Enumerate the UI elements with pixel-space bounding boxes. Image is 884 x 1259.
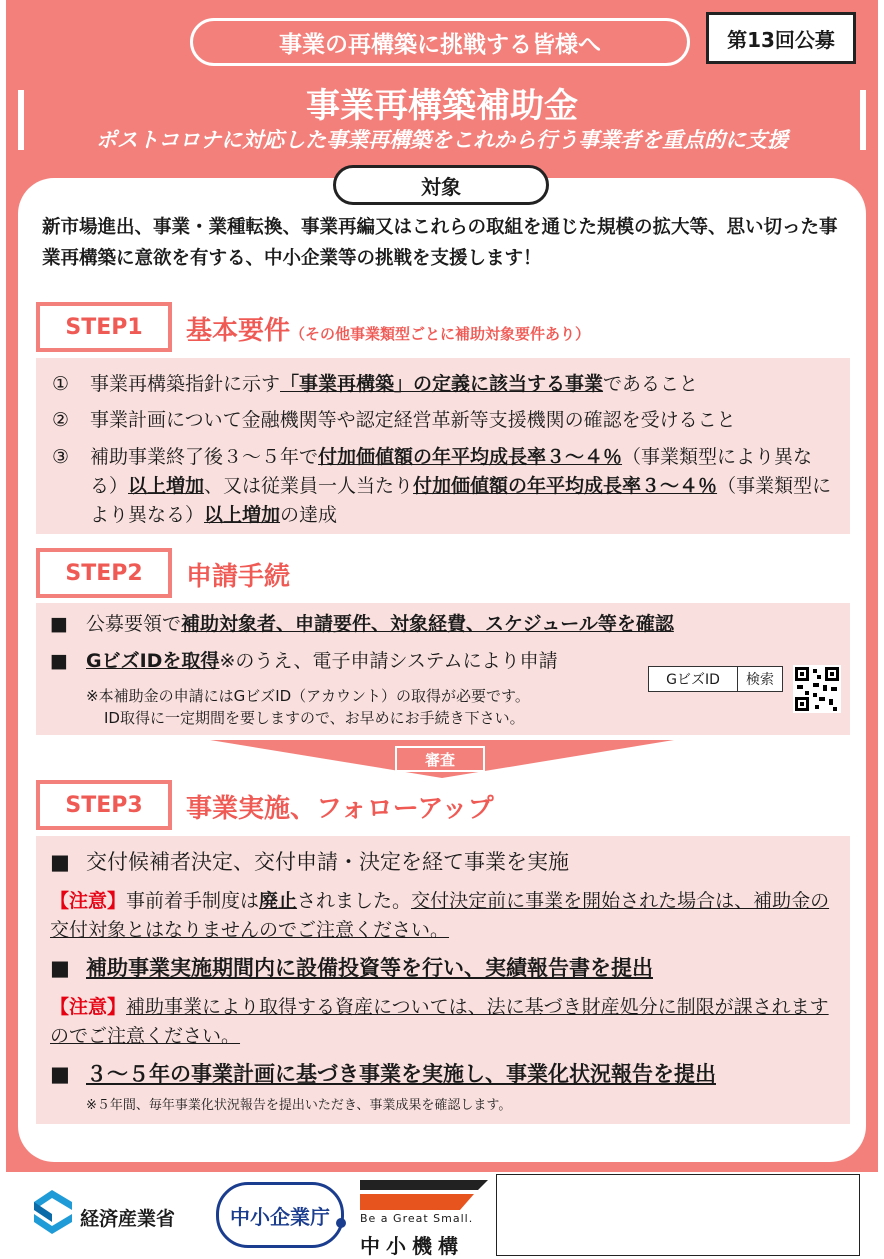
step3-note: ※５年間、毎年事業化状況報告を提出いただき、事業成果を確認します。	[86, 1098, 512, 1113]
step1-title	[186, 310, 590, 347]
step1-label: STEP1	[36, 302, 172, 352]
step2-note-1: ※本補助金の申請にはGビズID（アカウント）の取得が必要です。	[86, 687, 530, 705]
page-title: 事業再構築補助金	[306, 86, 578, 126]
sme-agency-dot-icon	[336, 1218, 346, 1228]
step1-item-2: ② 事業計画について金融機関等や認定経営革新等支援機関の確認を受けること	[52, 409, 736, 431]
step2-label: STEP2	[36, 548, 172, 598]
smrj-logo-text: 中小機構	[360, 1234, 464, 1258]
header-pill: 事業の再構築に挑戦する皆様へ	[190, 18, 690, 66]
target-label: 対象	[333, 165, 549, 205]
round-badge: 第13回公募	[706, 12, 856, 64]
step3-warning-1: 【注意】事前着手制度は廃止されました。交付決定前に事業を開始された場合は、補助金の交付対象とはなりませんのでご注意ください。	[50, 890, 830, 941]
step2-bullet-1: ■ 公募要領で補助対象者、申請要件、対象経費、スケジュール等を確認	[50, 613, 674, 635]
step3-bullet-3: ■ ３～５年の事業計画に基づき事業を実施し、事業化状況報告を提出	[50, 1062, 716, 1086]
step1-title-text: 基本要件	[186, 316, 291, 346]
smrj-tagline: Be a Great Small.	[360, 1212, 474, 1225]
qr-code-icon[interactable]	[793, 665, 841, 713]
step2-title: 申請手続	[186, 562, 291, 592]
contact-box	[496, 1174, 860, 1256]
step2-bullet-2: ■ GビズIDを取得※のうえ、電子申請システムにより申請	[50, 650, 558, 672]
gbiz-search-input[interactable]: GビズID	[648, 666, 738, 692]
step1-item-3-num: ③	[52, 446, 70, 468]
step3-title: 事業実施、フォローアップ	[186, 794, 494, 824]
sme-agency-logo: 中小企業庁	[216, 1182, 344, 1248]
step3-warning-2: 【注意】補助事業により取得する資産については、法に基づき財産処分に制限が課されますのでご注意ください。	[50, 996, 829, 1047]
step1-title-note: （その他事業類型ごとに補助対象要件あり）	[290, 325, 591, 343]
step3-bullet-2: ■ 補助事業実施期間内に設備投資等を行い、実績報告書を提出	[50, 956, 653, 980]
step3-label: STEP3	[36, 780, 172, 830]
gbiz-search-button[interactable]: 検索	[737, 666, 783, 692]
meti-logo-icon	[30, 1188, 74, 1240]
page-subtitle: ポストコロナに対応した事業再構築をこれから行う事業者を重点的に支援	[95, 128, 789, 152]
smrj-logo-stripes-icon	[360, 1180, 488, 1216]
step3-bullet-1: ■ 交付候補者決定、交付申請・決定を経て事業を実施	[50, 850, 569, 874]
step1-item-1: ① 事業再構築指針に示す「事業再構築」の定義に該当する事業であること	[52, 373, 699, 395]
meti-logo-text: 経済産業省	[80, 1208, 176, 1230]
step2-note-2: ID取得に一定期間を要しますので、お早めにお手続き下さい。	[104, 709, 525, 727]
target-text: 新市場進出、事業・業種転換、事業再編又はこれらの取組を通じた規模の拡大等、思い切った事業再構築に意欲を有する、中小企業等の挑戦を支援します！	[42, 217, 838, 269]
step1-item-3: 補助事業終了後３～５年で付加価値額の年平均成長率３～４％（事業類型により異なる）以上増加、又は従業員一人当たり付加価値額の年平均成長率３～４％（事業類型により異なる）以上増加の達成	[90, 446, 832, 526]
review-label: 審査	[395, 746, 485, 772]
